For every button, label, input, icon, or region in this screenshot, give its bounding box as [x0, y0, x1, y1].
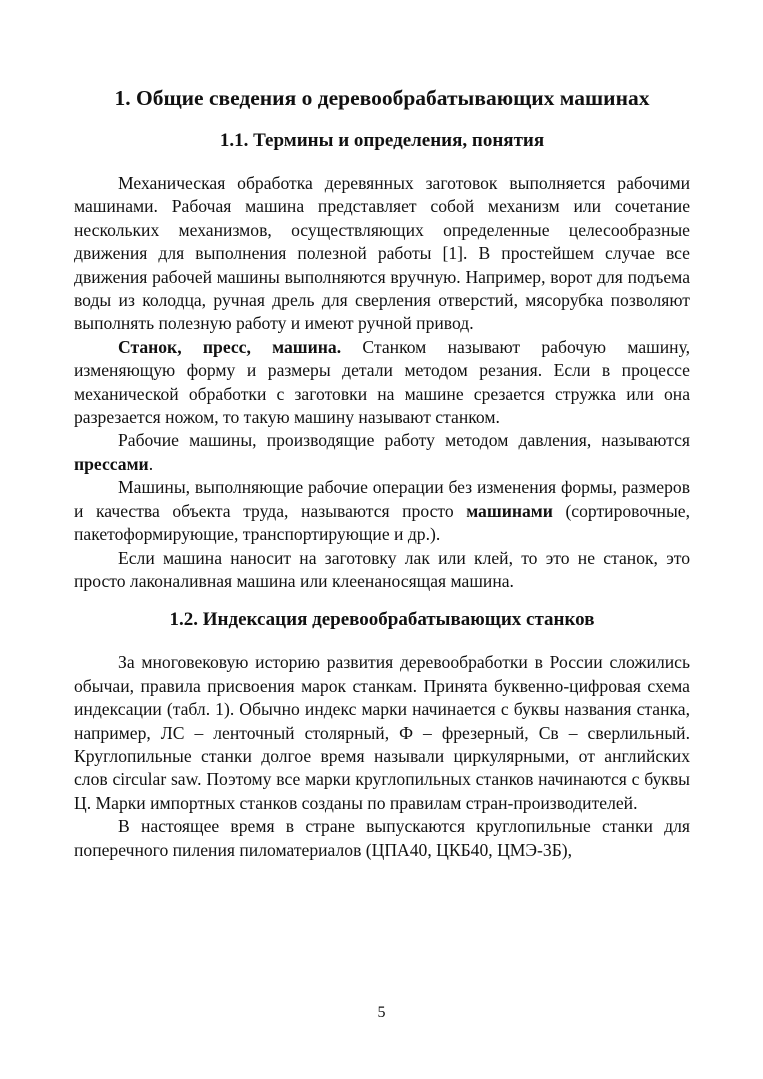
bold-term: машинами	[466, 500, 553, 521]
paragraph: За многовековую историю развития деревообработки в России сложились обычаи, правила присвоения марок станкам. Принята буквенно-цифровая схема индексации (табл. 1). Обычно индекс марки начинается с буквы названия станка, например, ЛС – ленточный столярный, Ф – фрезерный, Св – сверлильный. Круглопильные станки долгое время называли циркулярными, от английских слов circular saw. Поэтому все марки круглопильных станков начинаются с буквы Ц. Марки импортных станков созданы по правилам стран-производителей.	[74, 652, 690, 813]
paragraph	[74, 336, 690, 430]
paragraph-text: Станком называют рабочую машину, изменяющую форму и размеры детали методом резания. Если в процессе механической обработки с заготовки на машине срезается стружка или она разрезается ножом, то такую машину называют станком.	[74, 336, 690, 428]
page-number: 5	[377, 1004, 386, 1021]
paragraph: Механическая обработка деревянных заготовок выполняется рабочими машинами. Рабочая машина представляет собой механизм или сочетание нескольких механизмов, осуществляющих определенные целесообразные движения для выполнения полезной работы [1]. В простейшем случае все движения рабочей машины выполняются вручную. Например, ворот для подъема воды из колодца, ручная дрель для сверления отверстий, мясорубка позволяют выполнять полезную работу и имеют ручной привод.	[74, 173, 690, 334]
paragraph: Если машина наносит на заготовку лак или клей, то это не станок, это просто лаконаливная машина или клеенаносящая машина.	[74, 547, 690, 591]
paragraph: В настоящее время в стране выпускаются круглопильные станки для поперечного пиления пиломатериалов (ЦПА40, ЦКБ40, ЦМЭ-3Б),	[74, 816, 690, 860]
page-body	[74, 84, 690, 862]
paragraph-text: .	[148, 453, 154, 474]
bold-term: Станок, пресс, машина.	[118, 336, 342, 357]
paragraph	[74, 476, 690, 546]
paragraph-text: (сортировочные, пакетоформирующие, транспортирующие и др.).	[74, 500, 690, 545]
paragraph	[74, 429, 690, 476]
paragraph-text: Машины, выполняющие рабочие операции без изменения формы, размеров и качества объекта труда, называются просто	[74, 477, 690, 521]
paragraph-text: Рабочие машины, производящие работу методом давления, называются	[118, 430, 690, 451]
chapter-title: 1. Общие сведения о деревообрабатывающих машинах	[114, 86, 650, 110]
section-heading-1-1: 1.1. Термины и определения, понятия	[219, 130, 545, 151]
section-heading-1-2: 1.2. Индексация деревообрабатывающих станков	[169, 609, 595, 631]
bold-term: прессами	[74, 453, 149, 474]
